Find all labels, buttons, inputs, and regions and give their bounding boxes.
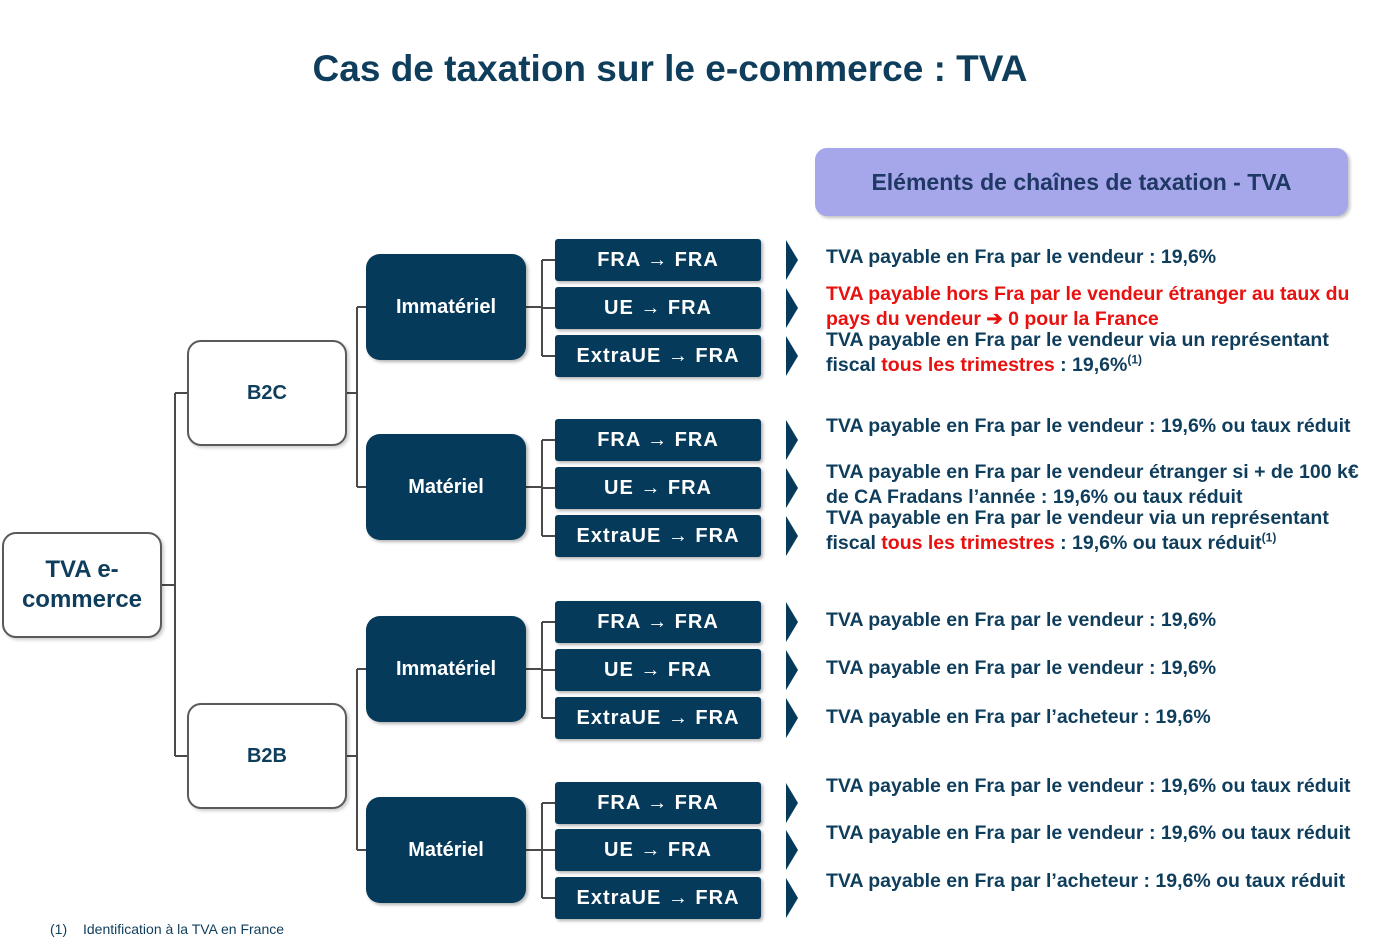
description-text: tous les trimestres: [881, 532, 1055, 554]
footnote-text: Identification à la TVA en France: [83, 921, 285, 937]
description-text: tous les trimestres: [881, 354, 1055, 376]
description-text: TVA payable hors Fra par le vendeur étranger au taux du pays du vendeur ➔ 0 pour la France: [826, 283, 1350, 330]
root-node: TVA e-commerce: [2, 532, 162, 638]
description-text: TVA payable en Fra par le vendeur via un représentant fiscal: [826, 329, 1329, 376]
description-text: TVA payable en Fra par le vendeur : 19,6% ou taux réduit: [826, 822, 1351, 844]
chevron-right-icon: [786, 240, 798, 280]
leaf-ue-fra: UE → FRA: [555, 829, 761, 871]
page-title: Cas de taxation sur le e-commerce : TVA: [312, 48, 1028, 89]
description-text: TVA payable en Fra par l’acheteur : 19,6% ou taux réduit: [826, 870, 1346, 892]
chevron-right-icon: [786, 516, 798, 556]
node-b2c-materiel: Matériel: [366, 434, 526, 540]
chevron-right-icon: [786, 420, 798, 460]
leaf-fra-fra: FRA → FRA: [555, 239, 761, 281]
footnote-ref: (1): [1261, 530, 1277, 545]
description-text: TVA payable en Fra par le vendeur : 19,6%: [826, 246, 1217, 268]
chevron-right-icon: [786, 698, 798, 738]
chevron-right-icon: [786, 288, 798, 328]
chevron-right-icon: [786, 878, 798, 918]
chain-description: [826, 869, 1366, 894]
node-b2b: B2B: [187, 703, 347, 809]
chain-description: [826, 656, 1366, 681]
chain-description: [826, 245, 1366, 270]
chevron-right-icon: [786, 830, 798, 870]
leaf-fra-fra: FRA → FRA: [555, 419, 761, 461]
chain-description: [826, 460, 1366, 510]
chevron-right-icon: [786, 650, 798, 690]
chain-description: [826, 608, 1366, 633]
node-b2b-immateriel: Immatériel: [366, 616, 526, 722]
description-text: TVA payable en Fra par le vendeur : 19,6% ou taux réduit: [826, 775, 1351, 797]
chain-description: [826, 282, 1366, 332]
chevron-right-icon: [786, 336, 798, 376]
leaf-extraue-fra: ExtraUE → FRA: [555, 515, 761, 557]
footnote: [50, 921, 284, 937]
description-text: TVA payable en Fra par le vendeur via un représentant fiscal: [826, 507, 1329, 554]
chain-description: [826, 705, 1366, 730]
leaf-fra-fra: FRA → FRA: [555, 782, 761, 824]
node-b2c: B2C: [187, 340, 347, 446]
chain-header: Eléments de chaînes de taxation - TVA: [815, 148, 1348, 216]
leaf-extraue-fra: ExtraUE → FRA: [555, 697, 761, 739]
chain-description: [826, 506, 1366, 556]
footnote-number: (1): [50, 921, 68, 937]
leaf-ue-fra: UE → FRA: [555, 649, 761, 691]
chain-description: [826, 774, 1366, 799]
description-text: TVA payable en Fra par le vendeur : 19,6%: [826, 609, 1217, 631]
leaf-fra-fra: FRA → FRA: [555, 601, 761, 643]
chain-description: [826, 414, 1366, 439]
node-b2c-immateriel: Immatériel: [366, 254, 526, 360]
description-text: TVA payable en Fra par le vendeur : 19,6% ou taux réduit: [826, 415, 1351, 437]
description-text: : 19,6% ou taux réduit: [1054, 532, 1262, 554]
node-b2b-materiel: Matériel: [366, 797, 526, 903]
leaf-extraue-fra: ExtraUE → FRA: [555, 877, 761, 919]
leaf-ue-fra: UE → FRA: [555, 467, 761, 509]
chain-description: [826, 328, 1366, 378]
footnote-ref: (1): [1127, 352, 1142, 367]
description-text: TVA payable en Fra par l’acheteur : 19,6%: [826, 706, 1211, 728]
chevron-right-icon: [786, 468, 798, 508]
description-text: TVA payable en Fra par le vendeur : 19,6%: [826, 657, 1217, 679]
chain-description: [826, 821, 1366, 846]
leaf-ue-fra: UE → FRA: [555, 287, 761, 329]
chevron-right-icon: [786, 602, 798, 642]
description-text: : 19,6%: [1054, 354, 1128, 376]
leaf-extraue-fra: ExtraUE → FRA: [555, 335, 761, 377]
chevron-right-icon: [786, 783, 798, 823]
description-text: TVA payable en Fra par le vendeur étranger si + de 100 k€ de CA Fradans l’année : 19,6% ou taux réduit: [826, 461, 1359, 508]
